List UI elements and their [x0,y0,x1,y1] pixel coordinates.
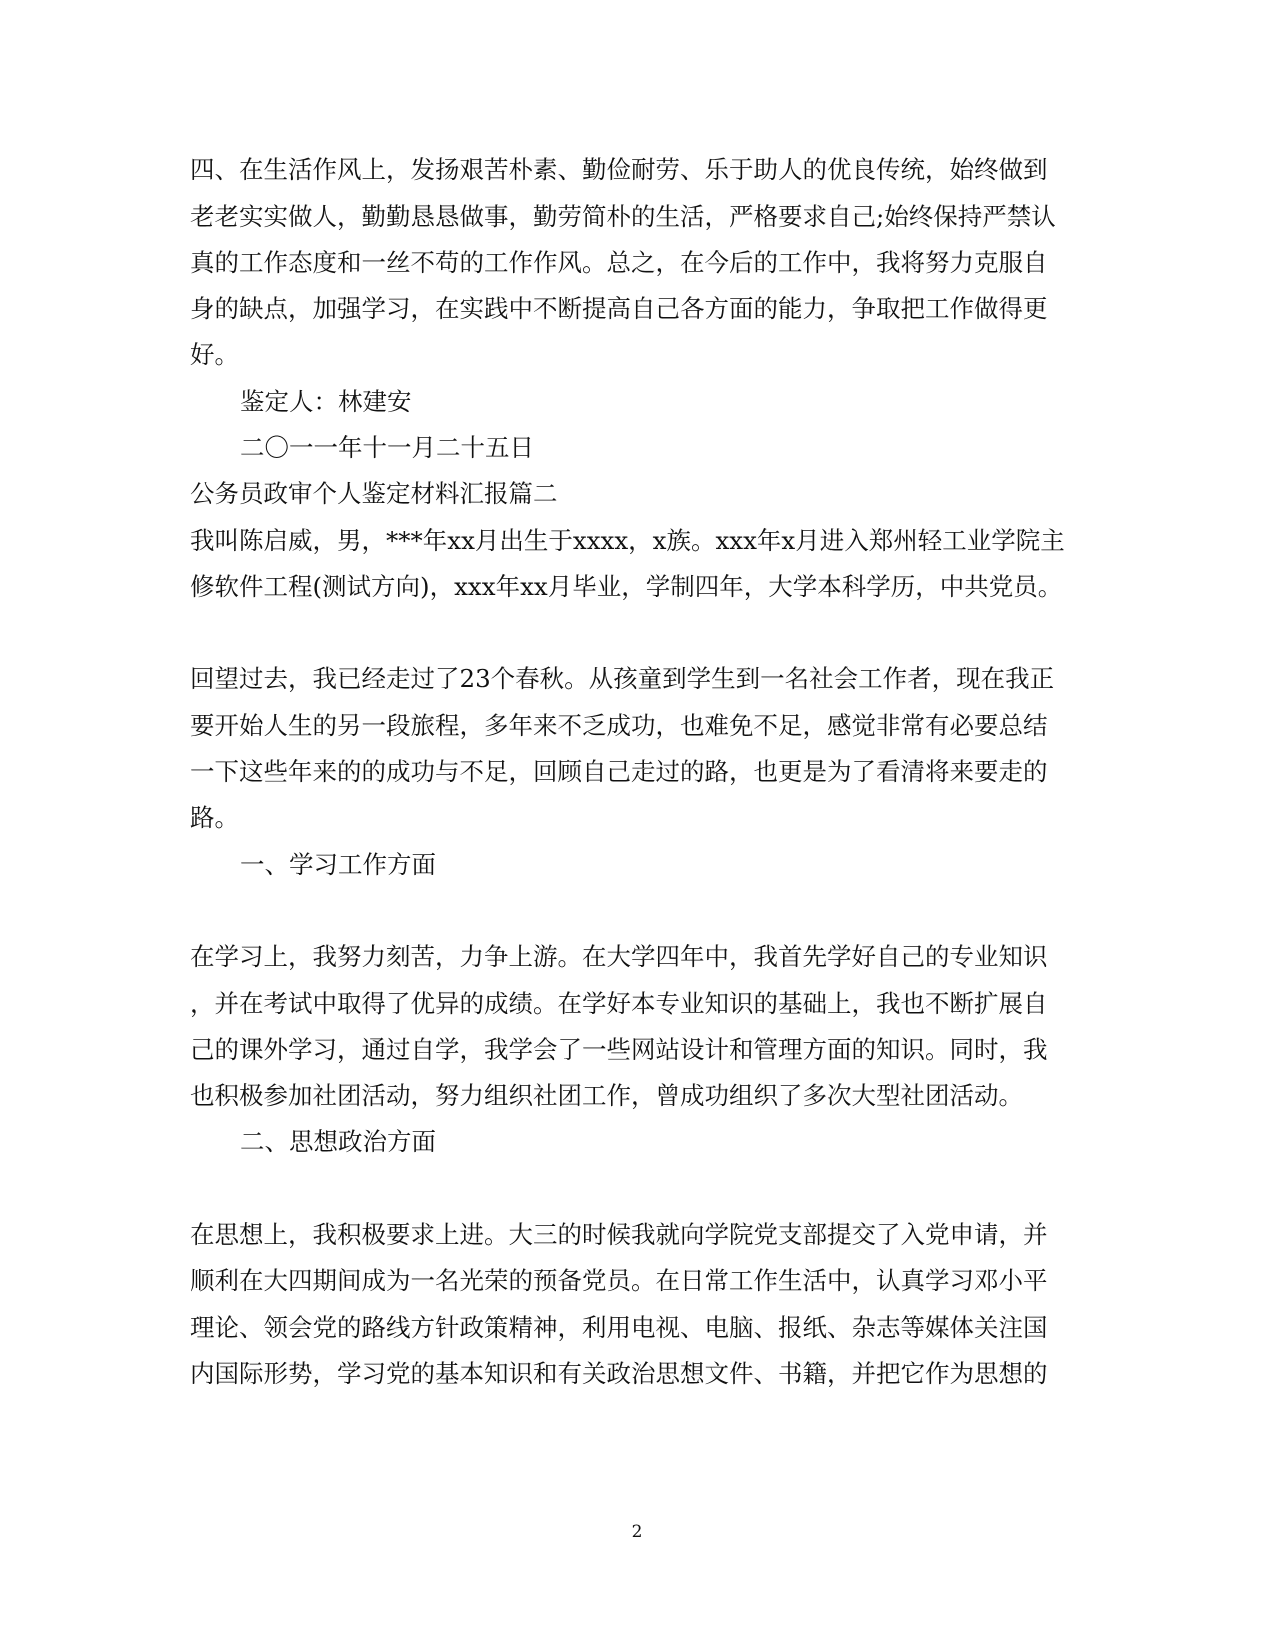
page-number: 2 [631,1522,643,1542]
text-line: 己的课外学习，通过自学，我学会了一些网站设计和管理方面的知识。同时，我 [190,1035,1048,1064]
text-line: 也积极参加社团活动，努力组织社团工作，曾成功组织了多次大型社团活动。 [190,1081,1023,1110]
text-line: 一下这些年来的的成功与不足，回顾自己走过的路，也更是为了看清将来要走的 [190,757,1048,786]
text-line: 要开始人生的另一段旅程，多年来不乏成功，也难免不足，感觉非常有必要总结 [190,711,1048,740]
text-line: 理论、领会党的路线方针政策精神，利用电视、电脑、报纸、杂志等媒体关注国 [190,1313,1048,1342]
text-line: 顺利在大四期间成为一名光荣的预备党员。在日常工作生活中，认真学习邓小平 [190,1266,1048,1295]
text-line: 内国际形势，学习党的基本知识和有关政治思想文件、书籍，并把它作为思想的 [190,1359,1048,1388]
text-line: 回望过去，我已经走过了23个春秋。从孩童到学生到一名社会工作者，现在我正 [190,664,1055,693]
text-line: 我叫陈启威，男，***年xx月出生于xxxx，x族。xxx年x月进入郑州轻工业学院主 [190,526,1065,555]
text-line: 真的工作态度和一丝不苟的工作作风。总之，在今后的工作中，我将努力克服自 [190,248,1048,277]
text-line: 在思想上，我积极要求上进。大三的时候我就向学院党支部提交了入党申请，并 [190,1220,1048,1249]
text-line: 四、在生活作风上，发扬艰苦朴素、勤俭耐劳、乐于助人的优良传统，始终做到 [190,155,1048,184]
section-title: 公务员政审个人鉴定材料汇报篇二 [190,479,558,508]
text-line: 路。 [190,803,239,832]
text-line: 在学习上，我努力刻苦，力争上游。在大学四年中，我首先学好自己的专业知识 [190,942,1048,971]
text-line: 修软件工程(测试方向)，xxx年xx月毕业，学制四年，大学本科学历，中共党员。 [190,572,1063,601]
text-line: 身的缺点，加强学习，在实践中不断提高自己各方面的能力，争取把工作做得更 [190,294,1048,323]
date-line: 二〇一一年十一月二十五日 [240,433,534,462]
section-heading: 一、学习工作方面 [240,850,436,879]
text-line: 好。 [190,340,239,369]
section-heading: 二、思想政治方面 [240,1127,436,1156]
appraiser-line: 鉴定人：林建安 [240,387,412,416]
text-line: ，并在考试中取得了优异的成绩。在学好本专业知识的基础上，我也不断扩展自 [190,989,1048,1018]
text-line: 老老实实做人，勤勤恳恳做事，勤劳简朴的生活，严格要求自己;始终保持严禁认 [190,202,1056,231]
